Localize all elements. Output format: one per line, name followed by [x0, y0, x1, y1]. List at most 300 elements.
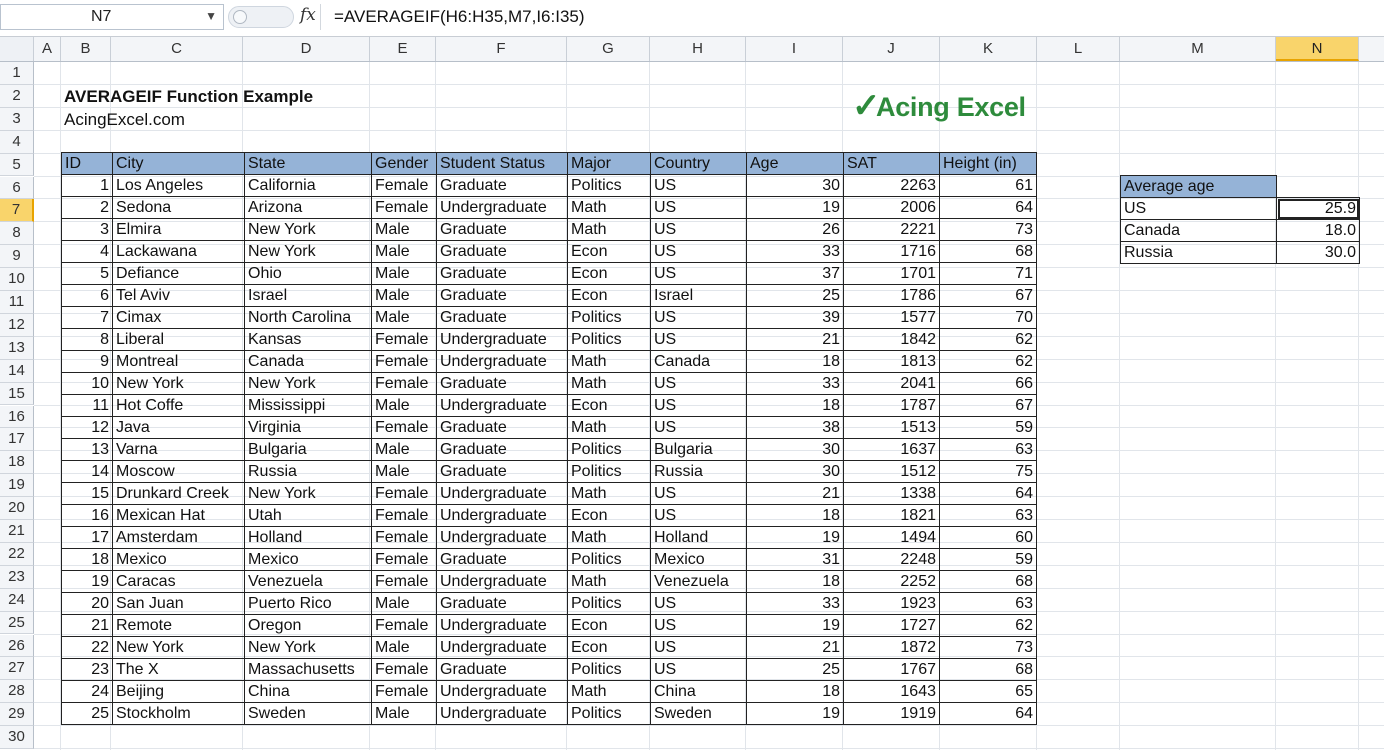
table-cell[interactable]: Venezuela: [245, 571, 372, 593]
table-cell[interactable]: US: [651, 395, 747, 417]
table-cell[interactable]: 73: [940, 219, 1037, 241]
table-cell[interactable]: 12: [62, 417, 113, 439]
table-cell[interactable]: Graduate: [437, 373, 568, 395]
table-cell[interactable]: 39: [747, 307, 844, 329]
table-cell[interactable]: Hot Coffe: [113, 395, 245, 417]
column-heading[interactable]: State: [245, 153, 372, 175]
table-cell[interactable]: 25: [747, 659, 844, 681]
summary-value-cell-active[interactable]: 25.9: [1277, 198, 1360, 220]
table-cell[interactable]: Remote: [113, 615, 245, 637]
table-cell[interactable]: Holland: [245, 527, 372, 549]
table-cell[interactable]: 68: [940, 571, 1037, 593]
column-heading[interactable]: SAT: [844, 153, 940, 175]
column-header-i[interactable]: I: [746, 37, 843, 61]
row-header-10[interactable]: 10: [0, 268, 34, 291]
row-header-7[interactable]: 7: [0, 199, 34, 222]
table-cell[interactable]: US: [651, 483, 747, 505]
table-cell[interactable]: Mexico: [245, 549, 372, 571]
table-cell[interactable]: Male: [372, 439, 437, 461]
table-cell[interactable]: 19: [747, 615, 844, 637]
table-cell[interactable]: 62: [940, 351, 1037, 373]
row-header-25[interactable]: 25: [0, 612, 34, 635]
table-cell[interactable]: Politics: [568, 329, 651, 351]
table-cell[interactable]: Ohio: [245, 263, 372, 285]
column-header-c[interactable]: C: [111, 37, 243, 61]
table-cell[interactable]: 3: [62, 219, 113, 241]
table-cell[interactable]: Undergraduate: [437, 197, 568, 219]
table-cell[interactable]: Female: [372, 329, 437, 351]
table-cell[interactable]: 62: [940, 329, 1037, 351]
table-cell[interactable]: 2: [62, 197, 113, 219]
table-cell[interactable]: US: [651, 307, 747, 329]
table-cell[interactable]: Holland: [651, 527, 747, 549]
column-heading[interactable]: Height (in): [940, 153, 1037, 175]
table-cell[interactable]: Undergraduate: [437, 329, 568, 351]
table-cell[interactable]: 59: [940, 549, 1037, 571]
table-cell[interactable]: 64: [940, 483, 1037, 505]
table-cell[interactable]: Drunkard Creek: [113, 483, 245, 505]
row-header-3[interactable]: 3: [0, 108, 34, 131]
table-cell[interactable]: Female: [372, 373, 437, 395]
table-cell[interactable]: Sweden: [651, 703, 747, 725]
table-cell[interactable]: Java: [113, 417, 245, 439]
row-header-14[interactable]: 14: [0, 360, 34, 383]
table-cell[interactable]: 18: [747, 395, 844, 417]
row-header-8[interactable]: 8: [0, 222, 34, 245]
table-cell[interactable]: Massachusetts: [245, 659, 372, 681]
table-cell[interactable]: Econ: [568, 263, 651, 285]
table-cell[interactable]: 13: [62, 439, 113, 461]
table-cell[interactable]: 30: [747, 175, 844, 197]
row-header-29[interactable]: 29: [0, 703, 34, 726]
table-cell[interactable]: Arizona: [245, 197, 372, 219]
row-header-21[interactable]: 21: [0, 520, 34, 543]
table-cell[interactable]: 62: [940, 615, 1037, 637]
row-header-12[interactable]: 12: [0, 314, 34, 337]
column-header-f[interactable]: F: [436, 37, 567, 61]
table-cell[interactable]: US: [651, 417, 747, 439]
table-cell[interactable]: 59: [940, 417, 1037, 439]
table-cell[interactable]: Mexican Hat: [113, 505, 245, 527]
row-header-9[interactable]: 9: [0, 245, 34, 268]
table-cell[interactable]: 11: [62, 395, 113, 417]
formula-input[interactable]: =AVERAGEIF(H6:H35,M7,I6:I35): [334, 7, 585, 26]
column-header-b[interactable]: B: [61, 37, 111, 61]
table-cell[interactable]: 1513: [844, 417, 940, 439]
table-cell[interactable]: Graduate: [437, 307, 568, 329]
table-cell[interactable]: 8: [62, 329, 113, 351]
table-cell[interactable]: US: [651, 175, 747, 197]
table-cell[interactable]: Los Angeles: [113, 175, 245, 197]
table-cell[interactable]: Female: [372, 175, 437, 197]
row-header-24[interactable]: 24: [0, 589, 34, 612]
table-cell[interactable]: 30: [747, 439, 844, 461]
table-cell[interactable]: Israel: [651, 285, 747, 307]
row-header-2[interactable]: 2: [0, 85, 34, 108]
table-cell[interactable]: Stockholm: [113, 703, 245, 725]
row-header-11[interactable]: 11: [0, 291, 34, 314]
table-cell[interactable]: Female: [372, 197, 437, 219]
table-cell[interactable]: Puerto Rico: [245, 593, 372, 615]
table-cell[interactable]: US: [651, 659, 747, 681]
table-cell[interactable]: US: [651, 505, 747, 527]
table-cell[interactable]: Graduate: [437, 593, 568, 615]
table-cell[interactable]: Graduate: [437, 549, 568, 571]
table-cell[interactable]: Female: [372, 659, 437, 681]
row-header-19[interactable]: 19: [0, 474, 34, 497]
row-header-15[interactable]: 15: [0, 383, 34, 406]
table-cell[interactable]: 68: [940, 241, 1037, 263]
table-cell[interactable]: 65: [940, 681, 1037, 703]
table-cell[interactable]: Beijing: [113, 681, 245, 703]
table-cell[interactable]: 19: [747, 527, 844, 549]
row-header-6[interactable]: 6: [0, 177, 34, 200]
table-cell[interactable]: New York: [245, 637, 372, 659]
table-cell[interactable]: 71: [940, 263, 1037, 285]
table-cell[interactable]: Moscow: [113, 461, 245, 483]
table-cell[interactable]: China: [245, 681, 372, 703]
table-cell[interactable]: Math: [568, 351, 651, 373]
table-cell[interactable]: 2006: [844, 197, 940, 219]
table-cell[interactable]: Undergraduate: [437, 351, 568, 373]
table-cell[interactable]: New York: [245, 483, 372, 505]
table-cell[interactable]: Math: [568, 219, 651, 241]
table-cell[interactable]: 1494: [844, 527, 940, 549]
table-cell[interactable]: 1701: [844, 263, 940, 285]
table-cell[interactable]: Politics: [568, 439, 651, 461]
table-cell[interactable]: 38: [747, 417, 844, 439]
table-cell[interactable]: 1577: [844, 307, 940, 329]
table-cell[interactable]: 2263: [844, 175, 940, 197]
table-cell[interactable]: 20: [62, 593, 113, 615]
table-cell[interactable]: 1919: [844, 703, 940, 725]
table-cell[interactable]: Israel: [245, 285, 372, 307]
table-cell[interactable]: 1786: [844, 285, 940, 307]
table-cell[interactable]: Russia: [245, 461, 372, 483]
table-cell[interactable]: New York: [113, 637, 245, 659]
table-cell[interactable]: 1512: [844, 461, 940, 483]
table-cell[interactable]: US: [651, 373, 747, 395]
row-header-20[interactable]: 20: [0, 497, 34, 520]
table-cell[interactable]: New York: [245, 241, 372, 263]
summary-country-cell[interactable]: Russia: [1121, 242, 1277, 264]
table-cell[interactable]: Montreal: [113, 351, 245, 373]
table-cell[interactable]: 63: [940, 593, 1037, 615]
table-cell[interactable]: Liberal: [113, 329, 245, 351]
column-heading[interactable]: Gender: [372, 153, 437, 175]
table-cell[interactable]: Econ: [568, 285, 651, 307]
column-heading[interactable]: ID: [62, 153, 113, 175]
table-cell[interactable]: Graduate: [437, 417, 568, 439]
table-cell[interactable]: Female: [372, 681, 437, 703]
column-header-n[interactable]: N: [1276, 37, 1359, 61]
table-cell[interactable]: Undergraduate: [437, 527, 568, 549]
table-cell[interactable]: 18: [747, 505, 844, 527]
table-cell[interactable]: Bulgaria: [245, 439, 372, 461]
table-cell[interactable]: Male: [372, 395, 437, 417]
table-cell[interactable]: Female: [372, 351, 437, 373]
row-header-13[interactable]: 13: [0, 337, 34, 360]
sheet-title[interactable]: AVERAGEIF Function Example: [64, 87, 314, 106]
table-cell[interactable]: Male: [372, 241, 437, 263]
table-cell[interactable]: Econ: [568, 505, 651, 527]
column-heading[interactable]: Age: [747, 153, 844, 175]
table-cell[interactable]: 18: [747, 351, 844, 373]
table-cell[interactable]: Tel Aviv: [113, 285, 245, 307]
table-cell[interactable]: Varna: [113, 439, 245, 461]
table-cell[interactable]: Undergraduate: [437, 483, 568, 505]
table-cell[interactable]: Politics: [568, 175, 651, 197]
table-cell[interactable]: Econ: [568, 615, 651, 637]
name-box[interactable]: [0, 4, 224, 30]
table-cell[interactable]: Graduate: [437, 219, 568, 241]
summary-country-cell[interactable]: US: [1121, 198, 1277, 220]
table-cell[interactable]: Defiance: [113, 263, 245, 285]
table-cell[interactable]: 66: [940, 373, 1037, 395]
table-cell[interactable]: New York: [113, 373, 245, 395]
table-cell[interactable]: Undergraduate: [437, 395, 568, 417]
table-cell[interactable]: Male: [372, 219, 437, 241]
table-cell[interactable]: Econ: [568, 395, 651, 417]
table-cell[interactable]: Canada: [651, 351, 747, 373]
table-cell[interactable]: Politics: [568, 461, 651, 483]
table-cell[interactable]: Female: [372, 483, 437, 505]
table-cell[interactable]: Undergraduate: [437, 681, 568, 703]
table-cell[interactable]: Graduate: [437, 263, 568, 285]
table-cell[interactable]: 18: [747, 681, 844, 703]
table-cell[interactable]: 1787: [844, 395, 940, 417]
table-cell[interactable]: 2221: [844, 219, 940, 241]
table-cell[interactable]: Undergraduate: [437, 505, 568, 527]
row-header-27[interactable]: 27: [0, 657, 34, 680]
table-cell[interactable]: US: [651, 219, 747, 241]
table-cell[interactable]: Econ: [568, 637, 651, 659]
table-cell[interactable]: 1842: [844, 329, 940, 351]
table-cell[interactable]: Math: [568, 373, 651, 395]
table-cell[interactable]: Mexico: [113, 549, 245, 571]
table-cell[interactable]: US: [651, 197, 747, 219]
table-cell[interactable]: 1767: [844, 659, 940, 681]
table-cell[interactable]: 2252: [844, 571, 940, 593]
sheet-subtitle[interactable]: AcingExcel.com: [64, 110, 185, 129]
summary-header-cell[interactable]: Average age: [1121, 176, 1277, 198]
table-cell[interactable]: Sedona: [113, 197, 245, 219]
table-cell[interactable]: Undergraduate: [437, 703, 568, 725]
table-cell[interactable]: 75: [940, 461, 1037, 483]
table-cell[interactable]: Politics: [568, 703, 651, 725]
table-cell[interactable]: Caracas: [113, 571, 245, 593]
table-cell[interactable]: 26: [747, 219, 844, 241]
table-cell[interactable]: 10: [62, 373, 113, 395]
table-cell[interactable]: Female: [372, 549, 437, 571]
table-cell[interactable]: Cimax: [113, 307, 245, 329]
table-cell[interactable]: 61: [940, 175, 1037, 197]
table-cell[interactable]: Math: [568, 417, 651, 439]
table-cell[interactable]: 1923: [844, 593, 940, 615]
table-cell[interactable]: 19: [62, 571, 113, 593]
table-cell[interactable]: 25: [747, 285, 844, 307]
table-cell[interactable]: New York: [245, 219, 372, 241]
row-header-30[interactable]: 30: [0, 726, 34, 749]
chevron-down-icon[interactable]: ▼: [205, 9, 217, 23]
table-cell[interactable]: Lackawana: [113, 241, 245, 263]
row-header-23[interactable]: 23: [0, 566, 34, 589]
table-cell[interactable]: 5: [62, 263, 113, 285]
table-cell[interactable]: 23: [62, 659, 113, 681]
table-cell[interactable]: San Juan: [113, 593, 245, 615]
table-cell[interactable]: Graduate: [437, 241, 568, 263]
table-cell[interactable]: Undergraduate: [437, 615, 568, 637]
row-header-28[interactable]: 28: [0, 680, 34, 703]
column-header-h[interactable]: H: [650, 37, 746, 61]
table-cell[interactable]: Canada: [245, 351, 372, 373]
column-header-d[interactable]: D: [243, 37, 370, 61]
table-cell[interactable]: Female: [372, 615, 437, 637]
empty-cell[interactable]: [1277, 176, 1360, 198]
table-cell[interactable]: 30: [747, 461, 844, 483]
table-cell[interactable]: 2041: [844, 373, 940, 395]
row-header-26[interactable]: 26: [0, 635, 34, 658]
table-cell[interactable]: Mississippi: [245, 395, 372, 417]
column-heading[interactable]: City: [113, 153, 245, 175]
table-cell[interactable]: US: [651, 263, 747, 285]
table-cell[interactable]: 7: [62, 307, 113, 329]
table-cell[interactable]: 33: [747, 373, 844, 395]
table-cell[interactable]: 21: [747, 637, 844, 659]
table-cell[interactable]: 1872: [844, 637, 940, 659]
table-cell[interactable]: 1338: [844, 483, 940, 505]
column-header-j[interactable]: J: [843, 37, 940, 61]
table-cell[interactable]: US: [651, 637, 747, 659]
table-cell[interactable]: Mexico: [651, 549, 747, 571]
table-cell[interactable]: Utah: [245, 505, 372, 527]
table-cell[interactable]: 67: [940, 285, 1037, 307]
table-cell[interactable]: Female: [372, 527, 437, 549]
table-cell[interactable]: 9: [62, 351, 113, 373]
table-cell[interactable]: US: [651, 615, 747, 637]
table-cell[interactable]: 19: [747, 197, 844, 219]
table-cell[interactable]: US: [651, 329, 747, 351]
table-cell[interactable]: 21: [62, 615, 113, 637]
table-cell[interactable]: Politics: [568, 659, 651, 681]
table-cell[interactable]: 64: [940, 703, 1037, 725]
table-cell[interactable]: 22: [62, 637, 113, 659]
column-header-g[interactable]: G: [567, 37, 650, 61]
table-cell[interactable]: 21: [747, 483, 844, 505]
row-header-22[interactable]: 22: [0, 543, 34, 566]
table-cell[interactable]: 1: [62, 175, 113, 197]
table-cell[interactable]: Politics: [568, 307, 651, 329]
table-cell[interactable]: Math: [568, 483, 651, 505]
table-cell[interactable]: 68: [940, 659, 1037, 681]
table-cell[interactable]: Sweden: [245, 703, 372, 725]
row-header-5[interactable]: 5: [0, 154, 34, 177]
table-cell[interactable]: 70: [940, 307, 1037, 329]
table-cell[interactable]: Female: [372, 417, 437, 439]
table-cell[interactable]: 67: [940, 395, 1037, 417]
summary-value-cell[interactable]: 18.0: [1277, 220, 1360, 242]
table-cell[interactable]: 60: [940, 527, 1037, 549]
table-cell[interactable]: China: [651, 681, 747, 703]
table-cell[interactable]: Male: [372, 263, 437, 285]
table-cell[interactable]: 1716: [844, 241, 940, 263]
table-cell[interactable]: Graduate: [437, 439, 568, 461]
table-cell[interactable]: Virginia: [245, 417, 372, 439]
table-cell[interactable]: 19: [747, 703, 844, 725]
table-cell[interactable]: Math: [568, 571, 651, 593]
column-header-m[interactable]: M: [1120, 37, 1276, 61]
table-cell[interactable]: Elmira: [113, 219, 245, 241]
insert-function-icon[interactable]: fx: [300, 5, 316, 25]
column-header-e[interactable]: E: [370, 37, 436, 61]
table-cell[interactable]: 1821: [844, 505, 940, 527]
table-cell[interactable]: 6: [62, 285, 113, 307]
table-cell[interactable]: Politics: [568, 593, 651, 615]
table-cell[interactable]: North Carolina: [245, 307, 372, 329]
table-cell[interactable]: Undergraduate: [437, 637, 568, 659]
table-cell[interactable]: 33: [747, 241, 844, 263]
table-cell[interactable]: California: [245, 175, 372, 197]
table-cell[interactable]: The X: [113, 659, 245, 681]
column-header-k[interactable]: K: [940, 37, 1037, 61]
table-cell[interactable]: 63: [940, 439, 1037, 461]
column-heading[interactable]: Student Status: [437, 153, 568, 175]
table-cell[interactable]: Kansas: [245, 329, 372, 351]
table-cell[interactable]: Male: [372, 703, 437, 725]
table-cell[interactable]: New York: [245, 373, 372, 395]
table-cell[interactable]: Graduate: [437, 659, 568, 681]
row-header-18[interactable]: 18: [0, 451, 34, 474]
table-cell[interactable]: Russia: [651, 461, 747, 483]
table-cell[interactable]: US: [651, 593, 747, 615]
table-cell[interactable]: Male: [372, 637, 437, 659]
table-cell[interactable]: 1643: [844, 681, 940, 703]
table-cell[interactable]: 17: [62, 527, 113, 549]
table-cell[interactable]: 64: [940, 197, 1037, 219]
table-cell[interactable]: 21: [747, 329, 844, 351]
table-cell[interactable]: Math: [568, 681, 651, 703]
table-cell[interactable]: Undergraduate: [437, 571, 568, 593]
select-all-corner[interactable]: [0, 37, 34, 61]
row-header-16[interactable]: 16: [0, 406, 34, 429]
table-cell[interactable]: US: [651, 241, 747, 263]
summary-value-cell[interactable]: 30.0: [1277, 242, 1360, 264]
table-cell[interactable]: 63: [940, 505, 1037, 527]
formula-bar-resize-handle[interactable]: [228, 6, 294, 28]
table-cell[interactable]: 1727: [844, 615, 940, 637]
table-cell[interactable]: 31: [747, 549, 844, 571]
table-cell[interactable]: 25: [62, 703, 113, 725]
table-cell[interactable]: Graduate: [437, 285, 568, 307]
table-cell[interactable]: 73: [940, 637, 1037, 659]
table-cell[interactable]: Female: [372, 505, 437, 527]
table-cell[interactable]: 33: [747, 593, 844, 615]
table-cell[interactable]: Graduate: [437, 461, 568, 483]
table-cell[interactable]: Bulgaria: [651, 439, 747, 461]
table-cell[interactable]: Male: [372, 461, 437, 483]
table-cell[interactable]: 14: [62, 461, 113, 483]
table-cell[interactable]: 1637: [844, 439, 940, 461]
table-cell[interactable]: 37: [747, 263, 844, 285]
table-cell[interactable]: Oregon: [245, 615, 372, 637]
table-cell[interactable]: 18: [747, 571, 844, 593]
table-cell[interactable]: 15: [62, 483, 113, 505]
row-header-1[interactable]: 1: [0, 62, 34, 85]
table-cell[interactable]: 18: [62, 549, 113, 571]
table-cell[interactable]: Venezuela: [651, 571, 747, 593]
table-cell[interactable]: Male: [372, 307, 437, 329]
table-cell[interactable]: Male: [372, 593, 437, 615]
